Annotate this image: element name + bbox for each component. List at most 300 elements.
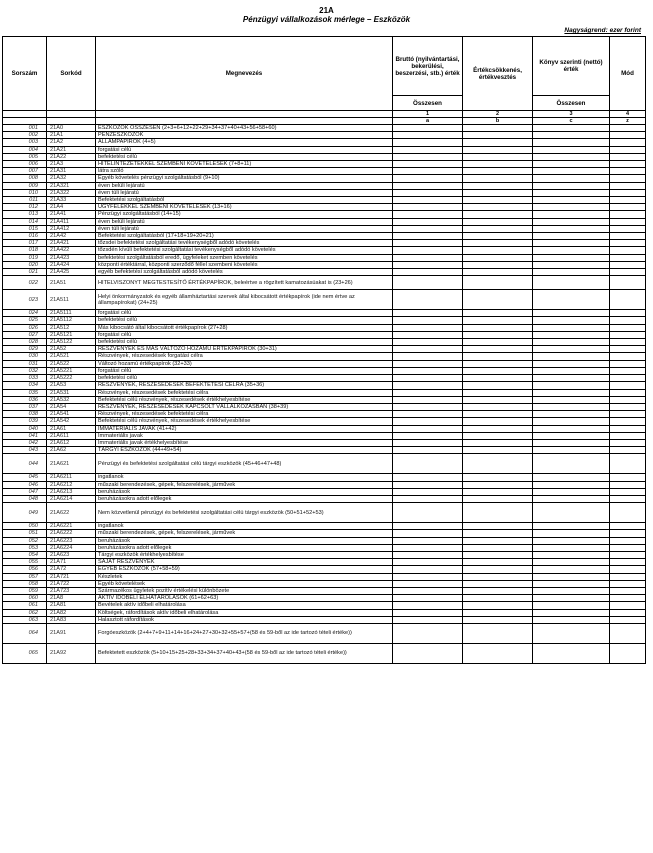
value-cell-3[interactable] — [533, 425, 610, 432]
value-cell-1[interactable] — [393, 573, 463, 580]
value-cell-4[interactable] — [610, 425, 646, 432]
row-code: 21A54 — [47, 403, 96, 410]
value-cell-4[interactable] — [610, 530, 646, 537]
value-cell-2[interactable] — [463, 447, 533, 454]
value-cell-1[interactable] — [393, 454, 463, 474]
value-cell-2[interactable] — [463, 474, 533, 481]
value-cell-2[interactable] — [463, 269, 533, 276]
value-cell-3[interactable] — [533, 439, 610, 446]
value-cell-4[interactable] — [610, 609, 646, 616]
value-cell-1[interactable] — [393, 197, 463, 204]
value-cell-2[interactable] — [463, 132, 533, 139]
balance-table — [2, 36, 646, 664]
value-cell-3[interactable] — [533, 261, 610, 268]
value-cell-2[interactable] — [463, 218, 533, 225]
value-cell-3[interactable] — [533, 125, 610, 132]
value-cell-3[interactable] — [533, 537, 610, 544]
row-name: TÁRGYI ESZKÖZÖK (44+49+54) — [96, 447, 393, 454]
value-cell-2[interactable] — [463, 643, 533, 663]
value-cell-3[interactable] — [533, 481, 610, 488]
value-cell-3[interactable] — [533, 382, 610, 389]
value-cell-2[interactable] — [463, 360, 533, 367]
value-cell-3[interactable] — [533, 218, 610, 225]
value-cell-4[interactable] — [610, 146, 646, 153]
value-cell-4[interactable] — [610, 623, 646, 643]
value-cell-1[interactable] — [393, 616, 463, 623]
value-cell-2[interactable] — [463, 559, 533, 566]
value-cell-2[interactable] — [463, 153, 533, 160]
row-number: 005 — [3, 153, 47, 160]
value-cell-2[interactable] — [463, 310, 533, 317]
row-name: Egyéb követelések — [96, 580, 393, 587]
value-cell-3[interactable] — [533, 411, 610, 418]
value-cell-4[interactable] — [610, 375, 646, 382]
value-cell-4[interactable] — [610, 211, 646, 218]
header-osszesen-3: Összesen — [533, 96, 610, 111]
value-cell-3[interactable] — [533, 211, 610, 218]
value-cell-4[interactable] — [610, 587, 646, 594]
row-name: befektetési célú — [96, 375, 393, 382]
value-cell-2[interactable] — [463, 566, 533, 573]
value-cell-4[interactable] — [610, 573, 646, 580]
row-name: befektetési célú — [96, 153, 393, 160]
value-cell-3[interactable] — [533, 146, 610, 153]
row-number: 007 — [3, 168, 47, 175]
value-cell-2[interactable] — [463, 225, 533, 232]
value-cell-3[interactable] — [533, 132, 610, 139]
value-cell-2[interactable] — [463, 204, 533, 211]
value-cell-4[interactable] — [610, 432, 646, 439]
value-cell-2[interactable] — [463, 161, 533, 168]
value-cell-1[interactable] — [393, 132, 463, 139]
row-number: 032 — [3, 367, 47, 374]
value-cell-1[interactable] — [393, 537, 463, 544]
value-cell-4[interactable] — [610, 346, 646, 353]
value-cell-4[interactable] — [610, 616, 646, 623]
value-cell-1[interactable] — [393, 189, 463, 196]
value-cell-3[interactable] — [533, 240, 610, 247]
value-cell-4[interactable] — [610, 559, 646, 566]
value-cell-2[interactable] — [463, 331, 533, 338]
value-cell-4[interactable] — [610, 447, 646, 454]
value-cell-1[interactable] — [393, 339, 463, 346]
value-cell-2[interactable] — [463, 382, 533, 389]
value-cell-3[interactable] — [533, 139, 610, 146]
value-cell-4[interactable] — [610, 551, 646, 558]
value-cell-1[interactable] — [393, 551, 463, 558]
value-cell-1[interactable] — [393, 290, 463, 310]
row-number: 055 — [3, 559, 47, 566]
value-cell-3[interactable] — [533, 474, 610, 481]
value-cell-4[interactable] — [610, 474, 646, 481]
value-cell-1[interactable] — [393, 587, 463, 594]
value-cell-4[interactable] — [610, 247, 646, 254]
value-cell-2[interactable] — [463, 290, 533, 310]
value-cell-2[interactable] — [463, 339, 533, 346]
value-cell-1[interactable] — [393, 432, 463, 439]
value-cell-1[interactable] — [393, 602, 463, 609]
value-cell-2[interactable] — [463, 353, 533, 360]
value-cell-3[interactable] — [533, 643, 610, 663]
value-cell-2[interactable] — [463, 276, 533, 290]
value-cell-1[interactable] — [393, 324, 463, 331]
value-cell-2[interactable] — [463, 125, 533, 132]
value-cell-3[interactable] — [533, 418, 610, 425]
value-cell-2[interactable] — [463, 233, 533, 240]
value-cell-4[interactable] — [610, 197, 646, 204]
value-cell-1[interactable] — [393, 481, 463, 488]
value-cell-3[interactable] — [533, 595, 610, 602]
value-cell-1[interactable] — [393, 474, 463, 481]
value-cell-1[interactable] — [393, 396, 463, 403]
value-cell-4[interactable] — [610, 396, 646, 403]
value-cell-2[interactable] — [463, 240, 533, 247]
value-cell-3[interactable] — [533, 182, 610, 189]
value-cell-4[interactable] — [610, 544, 646, 551]
value-cell-3[interactable] — [533, 389, 610, 396]
value-cell-2[interactable] — [463, 530, 533, 537]
value-cell-4[interactable] — [610, 643, 646, 663]
value-cell-2[interactable] — [463, 317, 533, 324]
value-cell-2[interactable] — [463, 481, 533, 488]
value-cell-1[interactable] — [393, 353, 463, 360]
value-cell-3[interactable] — [533, 559, 610, 566]
value-cell-4[interactable] — [610, 290, 646, 310]
row-name: Származékos ügyletek pozitív értékelési különbözete — [96, 587, 393, 594]
value-cell-2[interactable] — [463, 580, 533, 587]
value-cell-4[interactable] — [610, 595, 646, 602]
value-cell-1[interactable] — [393, 182, 463, 189]
value-cell-3[interactable] — [533, 247, 610, 254]
value-cell-2[interactable] — [463, 454, 533, 474]
value-cell-3[interactable] — [533, 432, 610, 439]
value-cell-3[interactable] — [533, 233, 610, 240]
value-cell-4[interactable] — [610, 139, 646, 146]
row-code: 21A3 — [47, 161, 96, 168]
value-cell-2[interactable] — [463, 432, 533, 439]
value-cell-4[interactable] — [610, 269, 646, 276]
table-row — [3, 573, 646, 580]
value-cell-4[interactable] — [610, 161, 646, 168]
value-cell-4[interactable] — [610, 481, 646, 488]
value-cell-4[interactable] — [610, 324, 646, 331]
value-cell-1[interactable] — [393, 580, 463, 587]
value-cell-2[interactable] — [463, 324, 533, 331]
value-cell-1[interactable] — [393, 331, 463, 338]
value-cell-2[interactable] — [463, 425, 533, 432]
value-cell-1[interactable] — [393, 346, 463, 353]
value-cell-4[interactable] — [610, 153, 646, 160]
row-name: befektetési célú — [96, 339, 393, 346]
value-cell-4[interactable] — [610, 240, 646, 247]
value-cell-2[interactable] — [463, 168, 533, 175]
value-cell-2[interactable] — [463, 503, 533, 523]
row-name: Változó hozamú értékpapírok (32+33) — [96, 360, 393, 367]
value-cell-1[interactable] — [393, 523, 463, 530]
value-cell-3[interactable] — [533, 346, 610, 353]
value-cell-4[interactable] — [610, 317, 646, 324]
value-cell-4[interactable] — [610, 566, 646, 573]
row-code: 21A6221 — [47, 523, 96, 530]
value-cell-1[interactable] — [393, 595, 463, 602]
value-cell-1[interactable] — [393, 382, 463, 389]
value-cell-4[interactable] — [610, 353, 646, 360]
value-cell-3[interactable] — [533, 503, 610, 523]
value-cell-1[interactable] — [393, 276, 463, 290]
row-code: 21A424 — [47, 261, 96, 268]
value-cell-4[interactable] — [610, 389, 646, 396]
value-cell-1[interactable] — [393, 559, 463, 566]
value-cell-3[interactable] — [533, 290, 610, 310]
value-cell-2[interactable] — [463, 495, 533, 502]
value-cell-1[interactable] — [393, 530, 463, 537]
value-cell-1[interactable] — [393, 204, 463, 211]
value-cell-1[interactable] — [393, 403, 463, 410]
value-cell-2[interactable] — [463, 396, 533, 403]
row-name: SAJÁT RÉSZVÉNYEK — [96, 559, 393, 566]
value-cell-3[interactable] — [533, 609, 610, 616]
value-cell-1[interactable] — [393, 609, 463, 616]
value-cell-4[interactable] — [610, 503, 646, 523]
value-cell-1[interactable] — [393, 503, 463, 523]
value-cell-1[interactable] — [393, 439, 463, 446]
value-cell-4[interactable] — [610, 495, 646, 502]
value-cell-4[interactable] — [610, 254, 646, 261]
value-cell-4[interactable] — [610, 580, 646, 587]
value-cell-3[interactable] — [533, 276, 610, 290]
value-cell-2[interactable] — [463, 146, 533, 153]
value-cell-1[interactable] — [393, 360, 463, 367]
value-cell-3[interactable] — [533, 530, 610, 537]
value-cell-1[interactable] — [393, 447, 463, 454]
value-cell-4[interactable] — [610, 331, 646, 338]
value-cell-1[interactable] — [393, 643, 463, 663]
value-cell-4[interactable] — [610, 233, 646, 240]
value-cell-1[interactable] — [393, 218, 463, 225]
value-cell-3[interactable] — [533, 254, 610, 261]
table-row — [3, 360, 646, 367]
value-cell-3[interactable] — [533, 403, 610, 410]
value-cell-1[interactable] — [393, 375, 463, 382]
value-cell-4[interactable] — [610, 454, 646, 474]
value-cell-1[interactable] — [393, 240, 463, 247]
value-cell-2[interactable] — [463, 139, 533, 146]
value-cell-2[interactable] — [463, 403, 533, 410]
value-cell-2[interactable] — [463, 261, 533, 268]
value-cell-3[interactable] — [533, 623, 610, 643]
value-cell-2[interactable] — [463, 254, 533, 261]
value-cell-4[interactable] — [610, 310, 646, 317]
row-code: 21A6211 — [47, 474, 96, 481]
value-cell-4[interactable] — [610, 403, 646, 410]
row-number: 040 — [3, 425, 47, 432]
value-cell-1[interactable] — [393, 367, 463, 374]
value-cell-3[interactable] — [533, 197, 610, 204]
value-cell-1[interactable] — [393, 146, 463, 153]
value-cell-1[interactable] — [393, 233, 463, 240]
value-cell-2[interactable] — [463, 623, 533, 643]
value-cell-4[interactable] — [610, 488, 646, 495]
value-cell-1[interactable] — [393, 566, 463, 573]
value-cell-4[interactable] — [610, 204, 646, 211]
row-code: 21A6223 — [47, 537, 96, 544]
value-cell-1[interactable] — [393, 254, 463, 261]
value-cell-1[interactable] — [393, 269, 463, 276]
value-cell-4[interactable] — [610, 439, 646, 446]
value-cell-4[interactable] — [610, 261, 646, 268]
row-name: ÁLLAMPAPÍROK (4+5) — [96, 139, 393, 146]
value-cell-3[interactable] — [533, 153, 610, 160]
value-cell-3[interactable] — [533, 375, 610, 382]
value-cell-2[interactable] — [463, 602, 533, 609]
value-cell-2[interactable] — [463, 175, 533, 182]
value-cell-3[interactable] — [533, 566, 610, 573]
value-cell-4[interactable] — [610, 218, 646, 225]
value-cell-3[interactable] — [533, 495, 610, 502]
value-cell-1[interactable] — [393, 411, 463, 418]
value-cell-3[interactable] — [533, 269, 610, 276]
value-cell-1[interactable] — [393, 488, 463, 495]
value-cell-1[interactable] — [393, 247, 463, 254]
value-cell-2[interactable] — [463, 573, 533, 580]
value-cell-2[interactable] — [463, 367, 533, 374]
value-cell-3[interactable] — [533, 225, 610, 232]
value-cell-1[interactable] — [393, 623, 463, 643]
value-cell-1[interactable] — [393, 418, 463, 425]
value-cell-1[interactable] — [393, 139, 463, 146]
value-cell-4[interactable] — [610, 537, 646, 544]
value-cell-1[interactable] — [393, 211, 463, 218]
value-cell-3[interactable] — [533, 551, 610, 558]
value-cell-4[interactable] — [610, 125, 646, 132]
row-code: 21A83 — [47, 616, 96, 623]
value-cell-2[interactable] — [463, 609, 533, 616]
value-cell-1[interactable] — [393, 168, 463, 175]
value-cell-3[interactable] — [533, 447, 610, 454]
value-cell-1[interactable] — [393, 425, 463, 432]
row-name: IMMATERIÁLIS JAVAK (41+42) — [96, 425, 393, 432]
value-cell-3[interactable] — [533, 317, 610, 324]
value-cell-4[interactable] — [610, 132, 646, 139]
value-cell-2[interactable] — [463, 537, 533, 544]
value-cell-4[interactable] — [610, 175, 646, 182]
value-cell-3[interactable] — [533, 616, 610, 623]
value-cell-3[interactable] — [533, 573, 610, 580]
value-cell-1[interactable] — [393, 125, 463, 132]
value-cell-3[interactable] — [533, 324, 610, 331]
value-cell-2[interactable] — [463, 182, 533, 189]
value-cell-2[interactable] — [463, 587, 533, 594]
value-cell-1[interactable] — [393, 310, 463, 317]
value-cell-1[interactable] — [393, 175, 463, 182]
value-cell-2[interactable] — [463, 488, 533, 495]
table-row — [3, 544, 646, 551]
row-number: 030 — [3, 353, 47, 360]
value-cell-2[interactable] — [463, 389, 533, 396]
value-cell-4[interactable] — [610, 367, 646, 374]
value-cell-3[interactable] — [533, 353, 610, 360]
value-cell-2[interactable] — [463, 211, 533, 218]
value-cell-4[interactable] — [610, 276, 646, 290]
row-number: 012 — [3, 204, 47, 211]
value-cell-1[interactable] — [393, 153, 463, 160]
value-cell-3[interactable] — [533, 339, 610, 346]
value-cell-2[interactable] — [463, 551, 533, 558]
value-cell-3[interactable] — [533, 310, 610, 317]
value-cell-2[interactable] — [463, 375, 533, 382]
value-cell-1[interactable] — [393, 261, 463, 268]
row-name: Költségek, ráfordítások aktív időbeli elhatárolása — [96, 609, 393, 616]
value-cell-4[interactable] — [610, 602, 646, 609]
table-row — [3, 225, 646, 232]
value-cell-1[interactable] — [393, 225, 463, 232]
value-cell-2[interactable] — [463, 616, 533, 623]
value-cell-4[interactable] — [610, 382, 646, 389]
value-cell-2[interactable] — [463, 595, 533, 602]
row-number: 010 — [3, 189, 47, 196]
value-cell-4[interactable] — [610, 411, 646, 418]
value-cell-1[interactable] — [393, 161, 463, 168]
value-cell-4[interactable] — [610, 225, 646, 232]
row-name: forgatási célú — [96, 367, 393, 374]
value-cell-2[interactable] — [463, 439, 533, 446]
value-cell-1[interactable] — [393, 317, 463, 324]
value-cell-3[interactable] — [533, 602, 610, 609]
value-cell-1[interactable] — [393, 544, 463, 551]
value-cell-3[interactable] — [533, 360, 610, 367]
value-cell-4[interactable] — [610, 418, 646, 425]
value-cell-3[interactable] — [533, 580, 610, 587]
value-cell-4[interactable] — [610, 168, 646, 175]
value-cell-2[interactable] — [463, 523, 533, 530]
value-cell-3[interactable] — [533, 454, 610, 474]
value-cell-3[interactable] — [533, 396, 610, 403]
value-cell-4[interactable] — [610, 182, 646, 189]
value-cell-4[interactable] — [610, 360, 646, 367]
value-cell-4[interactable] — [610, 189, 646, 196]
value-cell-3[interactable] — [533, 544, 610, 551]
value-cell-2[interactable] — [463, 247, 533, 254]
row-name: Bevételek aktív időbeli elhatárolása — [96, 602, 393, 609]
value-cell-3[interactable] — [533, 523, 610, 530]
value-cell-1[interactable] — [393, 495, 463, 502]
value-cell-2[interactable] — [463, 411, 533, 418]
value-cell-4[interactable] — [610, 339, 646, 346]
value-cell-4[interactable] — [610, 523, 646, 530]
table-row — [3, 389, 646, 396]
row-name: Más kibocsátó által kibocsátott értékpapírok (27+28) — [96, 324, 393, 331]
value-cell-3[interactable] — [533, 488, 610, 495]
row-number: 045 — [3, 474, 47, 481]
value-cell-3[interactable] — [533, 161, 610, 168]
value-cell-2[interactable] — [463, 189, 533, 196]
value-cell-2[interactable] — [463, 544, 533, 551]
value-cell-3[interactable] — [533, 331, 610, 338]
value-cell-2[interactable] — [463, 346, 533, 353]
value-cell-1[interactable] — [393, 389, 463, 396]
value-cell-3[interactable] — [533, 168, 610, 175]
value-cell-3[interactable] — [533, 204, 610, 211]
value-cell-2[interactable] — [463, 197, 533, 204]
value-cell-3[interactable] — [533, 587, 610, 594]
table-row — [3, 168, 646, 175]
row-code: 21A92 — [47, 643, 96, 663]
row-code: 21A623 — [47, 551, 96, 558]
value-cell-3[interactable] — [533, 175, 610, 182]
value-cell-3[interactable] — [533, 189, 610, 196]
value-cell-3[interactable] — [533, 367, 610, 374]
value-cell-2[interactable] — [463, 418, 533, 425]
